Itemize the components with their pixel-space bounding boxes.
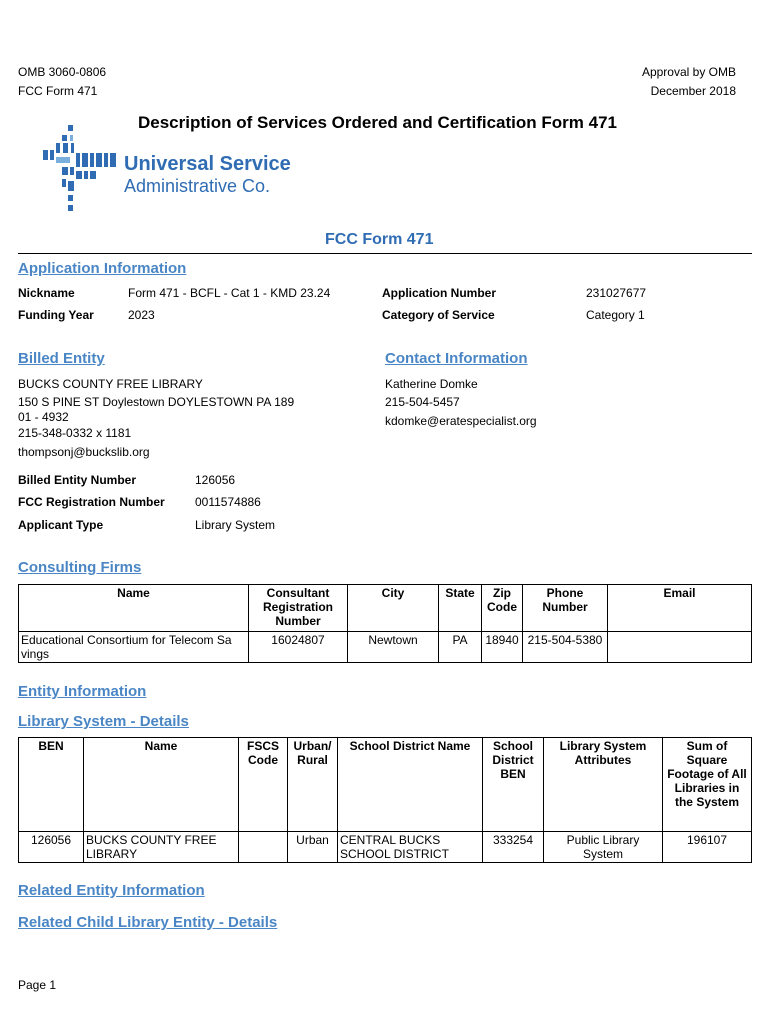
billed-entity-name: BUCKS COUNTY FREE LIBRARY bbox=[18, 377, 203, 391]
entity-district-name: CENTRAL BUCKS SCHOOL DISTRICT bbox=[338, 832, 483, 863]
consulting-header-row bbox=[19, 585, 752, 632]
consulting-heading: Consulting Firms bbox=[18, 559, 142, 576]
entity-heading: Entity Information bbox=[18, 683, 147, 700]
nickname-label: Nickname bbox=[18, 286, 75, 300]
col-library-attributes: Library System Attributes bbox=[544, 738, 663, 832]
billed-entity-email: thompsonj@buckslib.org bbox=[18, 445, 150, 459]
col-consultant-reg: Consultant Registration Number bbox=[249, 585, 348, 632]
page-number: Page 1 bbox=[18, 978, 57, 992]
category-label: Category of Service bbox=[382, 308, 495, 322]
contact-phone: 215-504-5457 bbox=[385, 395, 460, 409]
logo-line1: Universal Service bbox=[124, 153, 291, 175]
page-title: Description of Services Ordered and Certification Form 471 bbox=[138, 113, 617, 132]
form-number: FCC Form 471 bbox=[18, 84, 98, 98]
firm-state: PA bbox=[439, 632, 482, 663]
approval-date: December 2018 bbox=[650, 84, 736, 98]
table-row bbox=[19, 632, 752, 663]
firm-reg-number: 16024807 bbox=[249, 632, 348, 663]
col-entity-name: Name bbox=[84, 738, 239, 832]
col-name: Name bbox=[19, 585, 249, 632]
category-value: Category 1 bbox=[586, 308, 645, 322]
col-district-ben: School District BEN bbox=[483, 738, 544, 832]
library-header-row bbox=[19, 738, 752, 832]
omb-number: OMB 3060-0806 bbox=[18, 65, 107, 79]
form-heading: FCC Form 471 bbox=[325, 231, 434, 248]
col-ben: BEN bbox=[19, 738, 84, 832]
application-heading: Application Information bbox=[18, 260, 187, 277]
logo-line2: Administrative Co. bbox=[124, 176, 271, 196]
firm-zip: 18940 bbox=[482, 632, 523, 663]
heading-divider bbox=[18, 253, 752, 254]
ben-label: Billed Entity Number bbox=[18, 473, 137, 487]
col-district-name: School District Name bbox=[338, 738, 483, 832]
col-fscs: FSCS Code bbox=[239, 738, 288, 832]
col-urban-rural: Urban/ Rural bbox=[288, 738, 338, 832]
col-square-footage: Sum of Square Footage of All Libraries in the System bbox=[663, 738, 752, 832]
entity-name: BUCKS COUNTY FREE LIBRARY bbox=[84, 832, 239, 863]
funding-year-label: Funding Year bbox=[18, 308, 94, 322]
related-entity-heading: Related Entity Information bbox=[18, 882, 205, 899]
billed-entity-address-line2: 01 - 4932 bbox=[18, 410, 69, 424]
firm-name: Educational Consortium for Telecom Sa vings bbox=[19, 632, 249, 663]
firm-email bbox=[608, 632, 752, 663]
contact-email: kdomke@eratespecialist.org bbox=[385, 414, 537, 428]
library-system-table bbox=[18, 737, 752, 863]
contact-name: Katherine Domke bbox=[385, 377, 478, 391]
ben-value: 126056 bbox=[195, 473, 236, 487]
entity-fscs bbox=[239, 832, 288, 863]
col-state: State bbox=[439, 585, 482, 632]
firm-city: Newtown bbox=[348, 632, 439, 663]
applicant-type-value: Library System bbox=[195, 518, 276, 532]
fcc-registration-value: 0011574886 bbox=[195, 495, 261, 509]
fcc-registration-label: FCC Registration Number bbox=[18, 495, 165, 509]
usac-logo-icon bbox=[40, 123, 120, 213]
firm-phone: 215-504-5380 bbox=[523, 632, 608, 663]
entity-district-ben: 333254 bbox=[483, 832, 544, 863]
billed-entity-address-line1: 150 S PINE ST Doylestown DOYLESTOWN PA 189 bbox=[18, 395, 295, 409]
funding-year-value: 2023 bbox=[128, 308, 155, 322]
consulting-table bbox=[18, 584, 752, 663]
col-zip: Zip Code bbox=[482, 585, 523, 632]
billed-entity-phone: 215-348-0332 x 1181 bbox=[18, 426, 132, 440]
table-row bbox=[19, 832, 752, 863]
application-number-value: 231027677 bbox=[586, 286, 647, 300]
nickname-value: Form 471 - BCFL - Cat 1 - KMD 23.24 bbox=[128, 286, 331, 300]
col-phone: Phone Number bbox=[523, 585, 608, 632]
library-system-heading: Library System - Details bbox=[18, 713, 189, 730]
entity-square-footage: 196107 bbox=[663, 832, 752, 863]
related-child-heading: Related Child Library Entity - Details bbox=[18, 914, 278, 931]
billed-entity-heading: Billed Entity bbox=[18, 350, 105, 367]
col-email: Email bbox=[608, 585, 752, 632]
entity-library-attributes: Public Library System bbox=[544, 832, 663, 863]
entity-ben: 126056 bbox=[19, 832, 84, 863]
contact-heading: Contact Information bbox=[385, 350, 528, 367]
applicant-type-label: Applicant Type bbox=[18, 518, 104, 532]
approval-text: Approval by OMB bbox=[641, 65, 736, 79]
col-city: City bbox=[348, 585, 439, 632]
application-number-label: Application Number bbox=[382, 286, 497, 300]
entity-urban-rural: Urban bbox=[288, 832, 338, 863]
